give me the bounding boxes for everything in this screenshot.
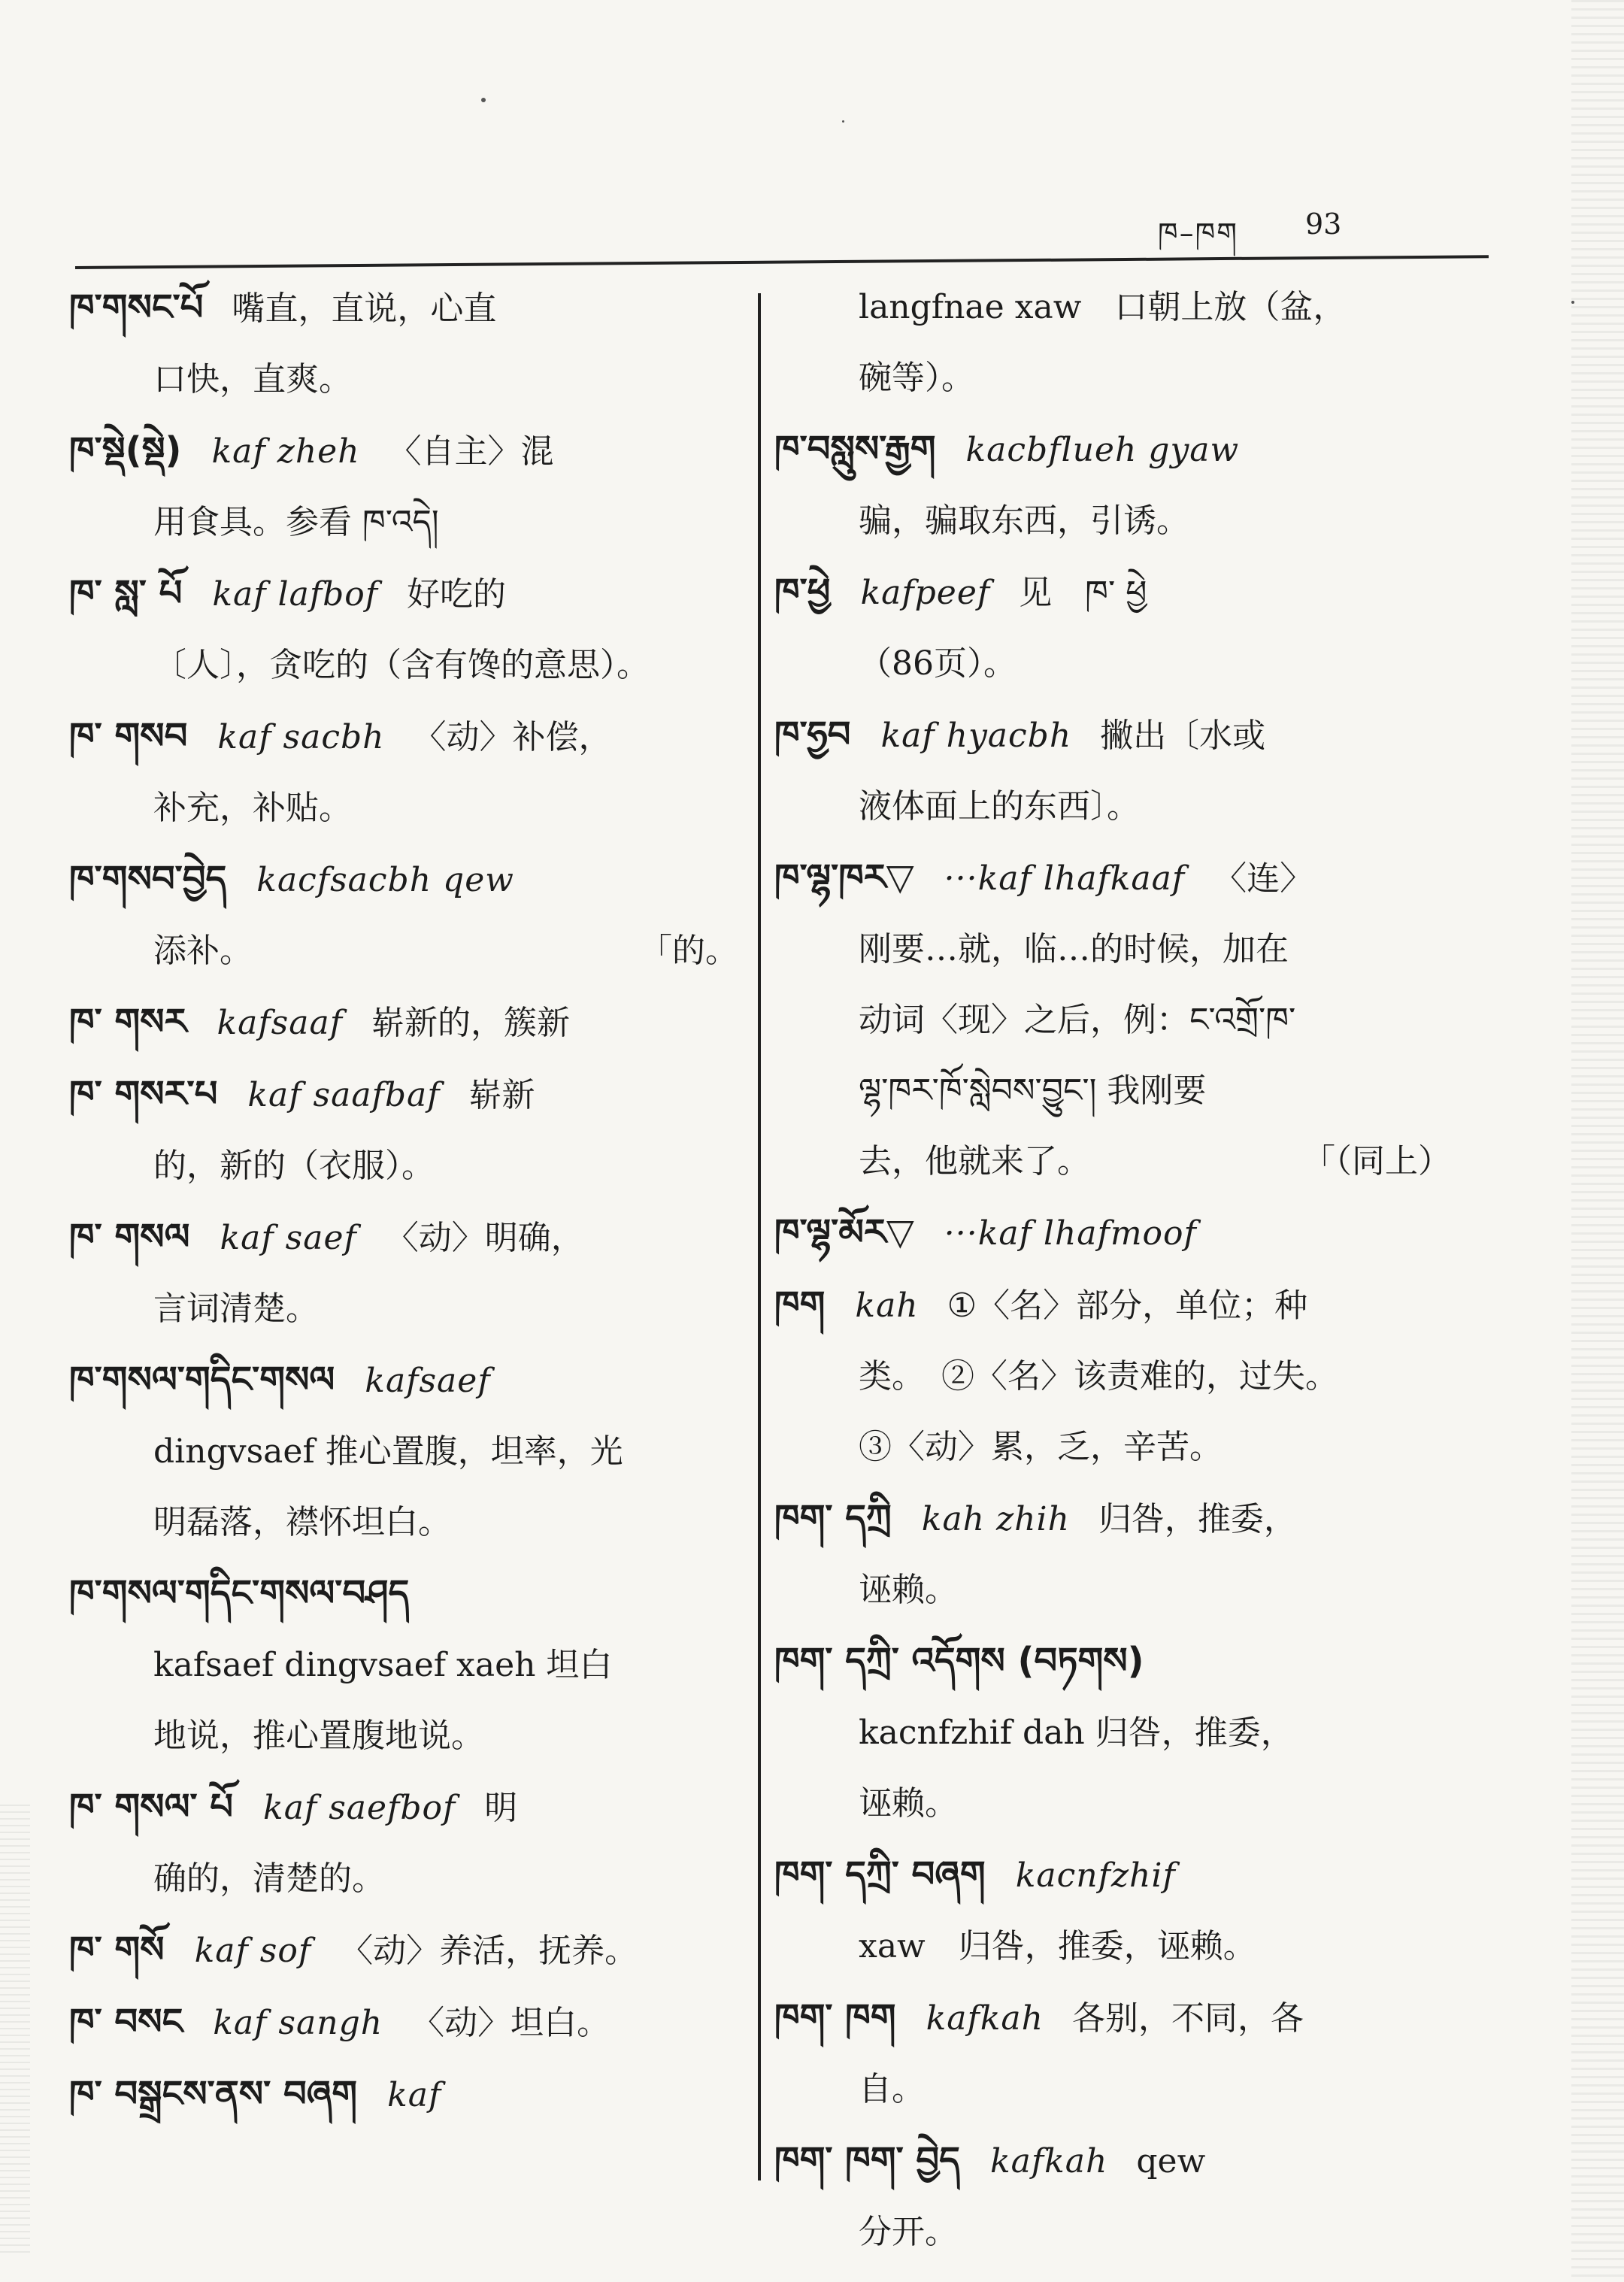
romanization: kaf sof xyxy=(194,1932,312,1970)
romanization: kafsaef xyxy=(365,1362,491,1400)
dictionary-entry xyxy=(69,1771,738,1914)
gloss-text: 〈动〉养活，抚养。 xyxy=(340,1932,638,1970)
tibetan-headword: ཁ་ལྷ་ཁར▽ xyxy=(774,856,914,899)
dictionary-entry xyxy=(774,414,1451,556)
tibetan-headword: ཁ་ གསར xyxy=(69,1001,187,1043)
tibetan-headword: ཁ་གསལ་གདིང་གསལ་བཤད xyxy=(69,1572,410,1614)
entry-headline xyxy=(69,1914,738,1987)
romanization: kaf sangh xyxy=(213,2004,383,2042)
entry-continuation: dingvsaef 推心置腹，坦率，光 xyxy=(153,1432,623,1471)
page-number: 93 xyxy=(1305,208,1342,241)
romanization: kaf sacbh xyxy=(217,718,385,756)
dictionary-entry xyxy=(69,1987,738,2059)
tibetan-headword: ཁག་ ཁག xyxy=(774,1996,896,2038)
romanization: kah zhih xyxy=(921,1500,1070,1538)
romanization: kafsaaf xyxy=(217,1004,344,1042)
dictionary-entry xyxy=(69,1914,738,1987)
tibetan-headword: ཁ་ སླ་ པོ xyxy=(69,572,183,614)
tibetan-headword: ཁ་བསླུས་རྒྱག xyxy=(774,428,936,470)
entry-continuation: 碗等）。 xyxy=(859,359,974,397)
entry-continuation: langfnae xaw 口朝上放（盆， xyxy=(859,288,1347,326)
tibetan-headword: ཁ་ གསར་པ xyxy=(69,1073,218,1115)
scan-speck xyxy=(481,98,486,102)
gloss-text: 崭新的，簇新 xyxy=(371,1004,571,1042)
gloss-text: 〈自主〉混 xyxy=(388,432,554,471)
entry-headline xyxy=(69,1344,738,1417)
romanization: kaf saef xyxy=(220,1219,357,1257)
entry-continuation: 类。 ②〈名〉该责难的，过失。 xyxy=(859,1357,1338,1396)
romanization: kah xyxy=(855,1286,919,1325)
entry-headline xyxy=(69,1987,738,2059)
gloss-text: qew xyxy=(1136,2142,1206,2180)
entry-continuation: 诬赖。 xyxy=(859,1784,958,1823)
dictionary-entry xyxy=(774,1269,1451,1483)
entry-headline xyxy=(69,558,738,630)
entry-continuation: 口快，直爽。 xyxy=(153,360,352,399)
entry-continuation: 骗，骗取东西，引诱。 xyxy=(859,502,1189,540)
scan-speck xyxy=(842,120,844,123)
romanization: kafpeef xyxy=(860,574,991,612)
gloss-text: 见 ཁ་ ཕྱེ xyxy=(1019,574,1147,612)
entry-headline xyxy=(69,844,738,916)
tibetan-headword: ཁ་ཧྱབ xyxy=(774,714,851,756)
dictionary-entry xyxy=(774,272,1451,414)
entry-continuation xyxy=(69,916,738,986)
entry-headline xyxy=(774,1197,1451,1269)
dictionary-entry xyxy=(774,556,1451,699)
entry-continuation: 用食具。参看 ཁ་འདེ། xyxy=(153,503,439,541)
tibetan-headword: ཁག་ དཀྲི xyxy=(774,1497,892,1539)
entry-continuation: 自。 xyxy=(859,2070,925,2108)
gloss-text: 〈连〉 xyxy=(1213,859,1313,898)
entry-continuation: ③〈动〉累，乏，辛苦。 xyxy=(859,1428,1223,1466)
dictionary-entry xyxy=(774,699,1451,842)
dictionary-entry xyxy=(774,1626,1451,1839)
romanization: kaf xyxy=(387,2076,442,2114)
dictionary-entry xyxy=(69,986,738,1059)
tibetan-headword: ཁ་ བསྒྲངས་ནས་ བཞག xyxy=(69,2073,358,2115)
continuation-text: 去，他就来了。 xyxy=(859,1142,1090,1180)
dictionary-entry xyxy=(774,2125,1451,2268)
gloss-text: 崭新 xyxy=(468,1076,535,1114)
dictionary-entry xyxy=(69,558,738,701)
entry-continuation: 〔人〕，贪吃的（含有馋的意思）。 xyxy=(153,646,650,684)
dictionary-entry xyxy=(69,272,738,415)
tibetan-headword: ཁ་ གསལ་ པོ xyxy=(69,1786,234,1828)
dictionary-entry xyxy=(774,1483,1451,1626)
tibetan-headword: ཁ་གསལ་གདིང་གསལ xyxy=(69,1359,335,1401)
dictionary-entry xyxy=(774,1197,1451,1269)
column-divider xyxy=(758,293,761,2180)
entry-headline xyxy=(69,272,738,344)
entry-headline xyxy=(774,1982,1451,2054)
dictionary-entry xyxy=(69,415,738,558)
entry-headline xyxy=(69,1558,738,1630)
header-rule xyxy=(75,255,1489,269)
entry-continuation: xaw 归咎，推委，诬赖。 xyxy=(859,1927,1256,1965)
entry-continuation: 明磊落，襟怀坦白。 xyxy=(153,1503,451,1541)
entry-continuation: ལྷ་ཁར་ཁོ་སླེབས་བྱུང་། 我刚要 xyxy=(859,1071,1207,1110)
overflow-note: 「（同上） xyxy=(1302,1142,1451,1180)
entry-headline xyxy=(774,1483,1451,1555)
entry-continuation: kacnfzhif dah 归咎，推委， xyxy=(859,1714,1294,1752)
gloss-text: ①〈名〉部分，单位；种 xyxy=(947,1286,1308,1325)
tibetan-headword: ཁག་ དཀྲི་ བཞག xyxy=(774,1853,986,1896)
dictionary-entry xyxy=(69,1202,738,1344)
dictionary-entry xyxy=(774,1982,1451,2125)
dictionary-entry xyxy=(69,2059,738,2131)
overflow-note: 「的。 xyxy=(639,932,738,970)
entry-headline xyxy=(774,2125,1451,2197)
tibetan-headword: ཁ་ གསོ xyxy=(69,1929,165,1971)
dictionary-entry xyxy=(774,1839,1451,1982)
romanization: kafkah xyxy=(989,2142,1108,2180)
entry-headline xyxy=(69,1771,738,1844)
dictionary-entry xyxy=(69,701,738,844)
tibetan-headword: ཁ་ གསལ xyxy=(69,1216,190,1258)
entry-headline xyxy=(774,1626,1451,1698)
scan-edge-left xyxy=(0,1805,30,2256)
gloss-text: 明 xyxy=(484,1789,518,1827)
dictionary-entry xyxy=(774,842,1451,1197)
dictionary-entry xyxy=(69,844,738,986)
tibetan-headword: ཁ་ བསང xyxy=(69,2001,183,2043)
continuation-text: 添补。 xyxy=(153,932,253,970)
tibetan-headword: ཁ་ གསབ xyxy=(69,715,188,757)
romanization: kaf hyacbh xyxy=(880,717,1072,755)
entry-continuation: 分开。 xyxy=(859,2213,958,2251)
romanization: kacnfzhif xyxy=(1015,1856,1176,1895)
left-column xyxy=(69,272,738,2131)
entry-continuation: （86页）。 xyxy=(859,644,1017,683)
running-head: ཁ–ཁག xyxy=(1158,217,1238,250)
entry-headline xyxy=(69,986,738,1059)
entry-headline xyxy=(774,414,1451,486)
dictionary-entry xyxy=(69,1059,738,1202)
gloss-text: 〈动〉坦白。 xyxy=(411,2004,611,2042)
romanization: kafkah xyxy=(926,1999,1044,2038)
entry-headline xyxy=(69,1202,738,1274)
tibetan-headword: ཁ་ཕྱེ xyxy=(774,571,831,613)
gloss-text: 好吃的 xyxy=(407,575,507,614)
dictionary-entry xyxy=(69,1344,738,1558)
tibetan-headword: ཁག་ དཀྲི་ འདོགས (བཏགས) xyxy=(774,1640,1144,1682)
romanization: kacfsacbh qew xyxy=(256,861,514,899)
scan-edge xyxy=(1571,0,1624,2282)
entry-continuation: 诬赖。 xyxy=(859,1571,958,1609)
entry-continuation: 言词清楚。 xyxy=(153,1289,319,1328)
entry-continuation: kafsaef dingvsaef xaeh 坦白 xyxy=(153,1646,613,1684)
gloss-text: 归咎，推委， xyxy=(1098,1500,1297,1538)
gloss-text: 〈动〉明确， xyxy=(385,1219,584,1257)
entry-continuation: 液体面上的东西〕。 xyxy=(859,787,1140,826)
romanization: kaf zheh xyxy=(211,432,360,471)
tibetan-headword: ཁག་ ཁག་ བྱེད xyxy=(774,2139,960,2181)
scan-speck xyxy=(1571,301,1574,304)
entry-headline xyxy=(69,2059,738,2131)
entry-continuation: 地说，推心置腹地说。 xyxy=(153,1717,484,1755)
entry-continuation: 刚要…就，临…的时候，加在 xyxy=(859,930,1289,968)
entry-continuation xyxy=(774,1126,1451,1197)
romanization: ···kaf lhafkaaf xyxy=(944,859,1186,898)
entry-continuation: 动词〈现〉之后，例：ང་འགྲོ་ཁ་ xyxy=(859,1001,1296,1039)
gloss-text: 〈动〉补偿， xyxy=(413,718,612,756)
tibetan-headword: ཁ་སྡེ(སྡེ) xyxy=(69,429,182,471)
romanization: kaf lafbof xyxy=(212,575,379,614)
tibetan-headword: ཁག xyxy=(774,1283,826,1326)
dictionary-entry xyxy=(69,1558,738,1771)
entry-headline xyxy=(69,701,738,773)
entry-continuation: 的，新的（衣服）。 xyxy=(153,1147,435,1185)
entry-headline xyxy=(774,699,1451,771)
romanization: kacbflueh gyaw xyxy=(965,431,1240,469)
gloss-text: 各别，不同，各 xyxy=(1072,1999,1304,2038)
tibetan-headword: ཁ་ལྷ་མོར▽ xyxy=(774,1211,914,1253)
romanization: kaf saefbof xyxy=(263,1789,456,1827)
gloss-text: 嘴直，直说，心直 xyxy=(232,289,497,328)
gloss-text: 撇出〔水或 xyxy=(1100,717,1266,755)
entry-headline xyxy=(774,1839,1451,1911)
entry-headline xyxy=(774,842,1451,914)
tibetan-headword: ཁ་གསང་པོ xyxy=(69,286,204,329)
entry-headline xyxy=(774,1269,1451,1341)
romanization: ···kaf lhafmoof xyxy=(944,1214,1197,1253)
entry-continuation: 确的，清楚的。 xyxy=(153,1859,385,1898)
right-column xyxy=(774,272,1451,2268)
romanization: kaf saafbaf xyxy=(247,1076,441,1114)
entry-headline xyxy=(69,415,738,487)
tibetan-headword: ཁ་གསབ་བྱེད xyxy=(69,858,227,900)
entry-headline xyxy=(69,1059,738,1131)
entry-continuation: 补充，补贴。 xyxy=(153,789,352,827)
entry-headline xyxy=(774,556,1451,629)
